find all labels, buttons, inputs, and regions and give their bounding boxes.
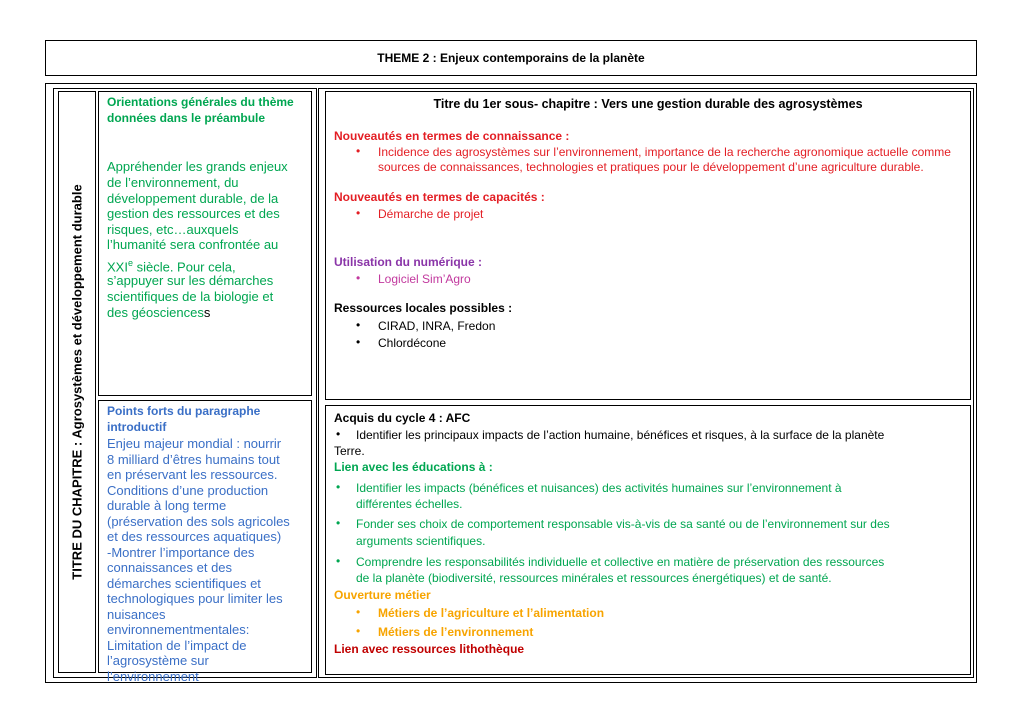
orientations-body-line: s’appuyer sur les démarches [107,273,274,288]
points-forts-heading-line-1: Points forts du paragraphe [107,404,261,418]
lien-item-line: différentes échelles. [356,497,463,511]
ouverture-heading: Ouverture métier [334,588,431,602]
points-forts-line: environnementmentales: [107,622,250,637]
points-forts-heading-line-2: introductif [107,420,167,434]
points-forts-line: (préservation des sols agricoles [107,513,290,529]
orientations-heading-line-1: Orientations générales du thème [107,95,294,109]
points-forts-line: nuisances [107,606,166,622]
ressources-item: CIRAD, INRA, Fredon [378,319,496,333]
bullet-icon: • [356,144,361,158]
points-forts-line: technologiques pour limiter les [107,591,283,606]
bullet-icon: • [356,206,361,220]
points-forts-line: en préservant les ressources. [107,467,278,482]
chapter-title: TITRE DU CHAPITRE : Agrosystèmes et développement durable [69,184,85,580]
acquis-line: Terre. [334,444,365,458]
points-forts-line: durable à long terme [107,498,227,513]
points-forts-line: l’environnement [107,668,199,684]
orientations-body-line: gestion des ressources et des [107,206,280,221]
acquis-heading: Acquis du cycle 4 : AFC [334,411,471,425]
numerique-heading: Utilisation du numérique : [334,255,483,269]
capacites-heading: Nouveautés en termes de capacités : [334,190,545,204]
orientations-last-text: des géosciences [107,305,204,320]
lien-item-line: Comprendre les responsabilités individuelle et collective en matière de préservation des ressources [356,555,885,569]
lien-item-line: Identifier les impacts (bénéfices et nuisances) des activités humaines sur l’environnement à [356,481,842,495]
lien-item-line: de la planète (biodiversité, ressources minérales et ressources énergétiques) et de santé. [356,571,832,585]
bullet-icon: • [336,480,341,494]
connaissance-line: Incidence des agrosystèmes sur l’environnement, importance de la recherche agronomique actuelle comme [378,145,951,159]
connaissance-line: sources de connaissances, technologies et pratiques pour le développement d’une agriculture durable. [378,160,924,174]
bullet-icon: • [356,605,361,619]
century-sup: e [127,258,133,268]
capacites-item: Démarche de projet [378,207,484,221]
ouverture-item: Métiers de l’agriculture et l’alimentation [378,606,605,620]
orientations-heading-line-2: données dans le préambule [107,111,266,125]
lien-heading: Lien avec les éducations à : [334,460,493,474]
numerique-item: Logiciel Sim’Agro [378,272,471,286]
ressources-heading: Ressources locales possibles : [334,301,513,315]
points-forts-line: démarches scientifiques et [107,575,261,591]
orientations-last-char: s [203,305,211,320]
points-forts-line: Conditions d’une production [107,482,269,498]
connaissance-heading: Nouveautés en termes de connaissance : [334,129,570,143]
century-rest: siècle. Pour cela, [132,259,236,275]
orientations-body-line: développement durable, de la [107,191,279,206]
bullet-icon: • [336,427,341,441]
bullet-icon: • [336,516,341,530]
lithotheque-heading: Lien avec ressources lithothèque [334,642,525,656]
century: XXI [107,259,128,275]
lien-item-line: Fonder ses choix de comportement responsable vis-à-vis de sa santé ou de l’environnement sur des [356,517,890,531]
bullet-icon: • [356,271,361,285]
points-forts-line: connaissances et des [107,560,233,575]
points-forts-line: -Montrer l’importance des [107,544,255,560]
sous-chapitre-title: Titre du 1er sous- chapitre : Vers une gestion durable des agrosystèmes [433,97,863,111]
orientations-body-line: Appréhender les grands enjeux [107,159,288,174]
bullet-icon: • [356,318,361,332]
bullet-icon: • [356,624,361,638]
acquis-line: Identifier les principaux impacts de l’action humaine, bénéfices et risques, à la surface de la planète [356,428,885,442]
bullet-icon: • [336,554,341,568]
theme-title: THEME 2 : Enjeux contemporains de la planète [377,51,645,65]
ouverture-item: Métiers de l’environnement [378,625,534,639]
orientations-last-line [107,305,210,321]
points-forts-line: Limitation de l’impact de [107,637,247,653]
orientations-body-line: l’humanité sera confrontée au [107,237,279,252]
ressources-item: Chlordécone [378,336,447,350]
points-forts-line: et des ressources aquatiques) [107,529,282,544]
orientations-body-line: scientifiques de la biologie et [107,289,274,304]
bullet-icon: • [356,335,361,349]
points-forts-line: 8 milliard d’êtres humains tout [107,451,280,467]
theme-title-box [45,40,977,76]
points-forts-line: Enjeu majeur mondial : nourrir [107,436,282,451]
orientations-body-line: risques, etc…auxquels [107,222,239,237]
points-forts-cell [98,400,312,684]
lien-item-line: arguments scientifiques. [356,534,486,548]
points-forts-line: l’agrosystème sur [107,653,209,668]
orientations-body-line: de l’environnement, du [107,175,239,190]
